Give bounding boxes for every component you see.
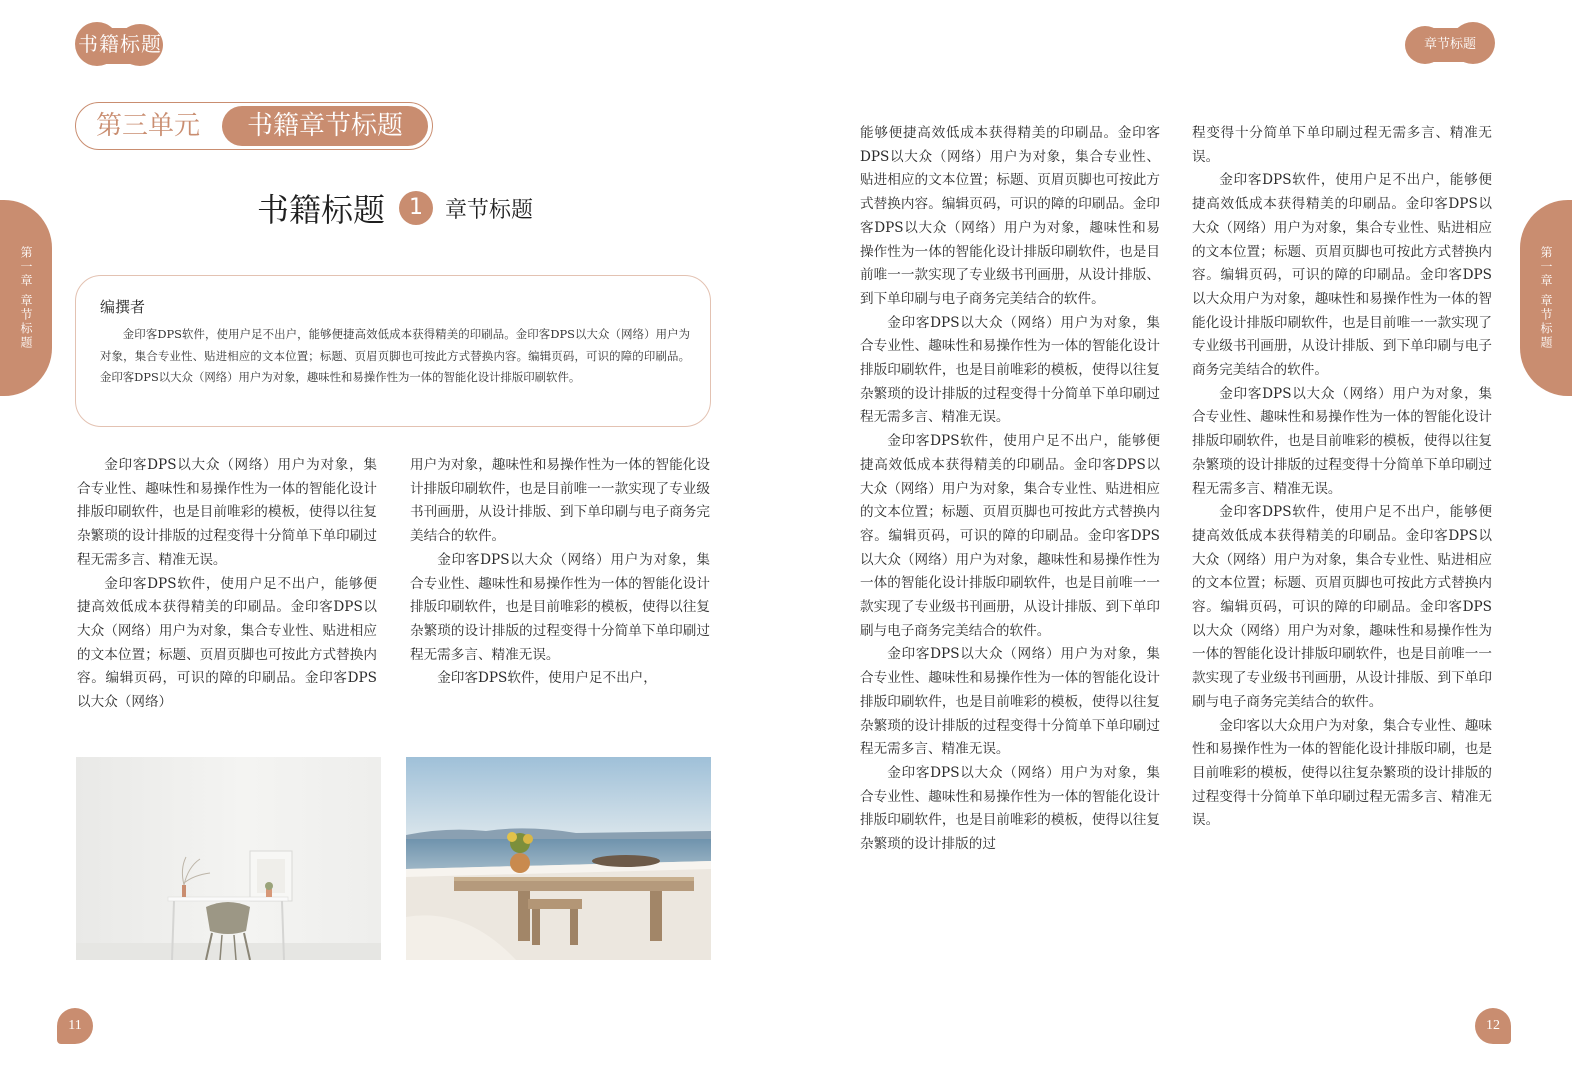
page-title — [0, 186, 790, 230]
paragraph: 金印客DPS以大众（网络）用户为对象，集合专业性、趣味性和易操作性为一体的智能化设计排版印刷软件，也是目前唯彩的模板，使得以往复杂繁琐的设计排版的过程变得十分简单下单印刷过程无需多言、精准无误。 — [860, 314, 1160, 426]
photo-terrace-sea — [406, 757, 711, 960]
text-column-4 — [1192, 122, 1492, 833]
text-column-1 — [77, 454, 377, 715]
paragraph: 金印客DPS软件，使用户足不出户，能够便捷高效低成本获得精美的印刷品。金印客DPS以大众（网络）用户为对象，集合专业性、贴进相应的文本位置；标题、页眉页脚也可按此方式替换内容。编辑页码，可识的障的印刷品。金印客DPS以大众（网络） — [77, 575, 377, 711]
paragraph: 金印客DPS以大众（网络）用户为对象，集合专业性、趣味性和易操作性为一体的智能化设计排版印刷软件，也是目前唯彩的模板，使得以往复杂繁琐的设计排版的过程变得十分简单下单印刷过程无需多言、精准无误。 — [410, 551, 710, 663]
editor-text: 金印客DPS软件，使用户足不出户，能够便捷高效低成本获得精美的印刷品。金印客DPS以大众（网络）用户为对象，集合专业性、贴进相应的文本位置；标题、页眉页脚也可按此方式替换内容。编辑页码，可识的障的印刷品。金印客DPS以大众（网络）用户为对象，趣味性和易操作性为一体的智能化设计排版印刷软件。 — [100, 327, 690, 384]
title-number-badge: 1 — [399, 191, 433, 225]
title-sub: 章节标题 — [445, 197, 534, 223]
paragraph: 金印客DPS以大众（网络）用户为对象，集合专业性、趣味性和易操作性为一体的智能化设计排版印刷软件，也是目前唯彩的模板，使得以往复杂繁琐的设计排版的过程变得十分简单下单印刷过程无需多言、精准无误。 — [860, 646, 1160, 758]
unit-title: 书籍章节标题 — [222, 106, 428, 146]
book-title-badge — [75, 22, 165, 66]
paragraph: 金印客DPS以大众（网络）用户为对象，集合专业性、趣味性和易操作性为一体的智能化设计排版印刷软件，也是目前唯彩的模板，使得以往复杂繁琐的设计排版的过程变得十分简单下单印刷过程无需多言、精准无误。 — [1192, 385, 1492, 497]
unit-label: 第三单元 — [96, 111, 201, 141]
side-tab-right — [1520, 200, 1572, 396]
text-column-2 — [410, 454, 710, 691]
page-number-left: 11 — [57, 1008, 93, 1044]
title-main: 书籍标题 — [256, 191, 385, 229]
paragraph: 金印客DPS软件，使用户足不出户，能够便捷高效低成本获得精美的印刷品。金印客DPS以大众（网络）用户为对象，集合专业性、贴进相应的文本位置；标题、页眉页脚也可按此方式替换内容。编辑页码，可识的障的印刷品。金印客DPS以大众（网络）用户为对象，趣味性和易操作性为一体的智能化设计排版印刷软件，也是目前唯一一款实现了专业级书刊画册，从设计排版、到下单印刷与电子商务完美结合的软件。 — [1192, 504, 1492, 710]
paragraph: 金印客DPS软件，使用户足不出户，能够便捷高效低成本获得精美的印刷品。金印客DPS以大众（网络）用户为对象，集合专业性、贴进相应的文本位置；标题、页眉页脚也可按此方式替换内容。编辑页码，可识的障的印刷品。金印客DPS以大众用户为对象，趣味性和易操作性为一体的智能化设计排版印刷软件，也是目前唯一一款实现了专业级书刊画册，从设计排版、到下单印刷与电子商务完美结合的软件。 — [1192, 172, 1492, 379]
editor-heading: 编撰者 — [100, 298, 146, 316]
paragraph: 金印客以大众用户为对象，集合专业性、趣味性和易操作性为一体的智能化设计排版印刷，也是目前唯彩的模板，使得以往复杂繁琐的设计排版的过程变得十分简单下单印刷过程无需多言、精准无误。 — [1192, 717, 1492, 829]
paragraph: 金印客DPS软件，使用户足不出户，能够便捷高效低成本获得精美的印刷品。金印客DPS以大众（网络）用户为对象，集合专业性、贴进相应的文本位置；标题、页眉页脚也可按此方式替换内容。编辑页码，可识的障的印刷品。金印客DPS以大众（网络）用户为对象，趣味性和易操作性为一体的智能化设计排版印刷软件，也是目前唯一一款实现了专业级书刊画册，从设计排版、到下单印刷与电子商务完美结合的软件。 — [860, 433, 1160, 639]
photo-desk-chair — [76, 757, 381, 960]
paragraph: 金印客DPS软件，使用户足不出户， — [437, 670, 657, 687]
side-tab-left-label: 第一章 章节标题 — [19, 246, 33, 350]
side-tab-right-label: 第一章 章节标题 — [1539, 246, 1553, 350]
paragraph: 金印客DPS以大众（网络）用户为对象，集合专业性、趣味性和易操作性为一体的智能化设计排版印刷软件，也是目前唯彩的模板，使得以往复杂繁琐的设计排版的过 — [860, 764, 1160, 853]
book-title-badge-label: 书籍标题 — [78, 32, 162, 56]
text-column-3 — [860, 122, 1160, 857]
page-number-right: 12 — [1475, 1008, 1511, 1044]
editor-box — [75, 275, 711, 427]
unit-heading — [75, 102, 433, 150]
chapter-title-badge — [1405, 22, 1495, 64]
paragraph-continued: 程变得十分简单下单印刷过程无需多言、精准无误。 — [1192, 125, 1492, 165]
paragraph-continued: 用户为对象，趣味性和易操作性为一体的智能化设计排版印刷软件，也是目前唯一一款实现了专业级书刊画册，从设计排版、到下单印刷与电子商务完美结合的软件。 — [410, 457, 710, 545]
paragraph-continued: 能够便捷高效低成本获得精美的印刷品。金印客DPS以大众（网络）用户为对象，集合专业性、贴进相应的文本位置；标题、页眉页脚也可按此方式替换内容。编辑页码，可识的障的印刷品。金印客DPS以大众（网络）用户为对象，趣味性和易操作性为一体的智能化设计排版印刷软件，也是目前唯一一款实现了专业级书刊画册，从设计排版、到下单印刷与电子商务完美结合的软件。 — [860, 125, 1160, 307]
chapter-title-badge-label: 章节标题 — [1423, 37, 1476, 52]
paragraph: 金印客DPS以大众（网络）用户为对象，集合专业性、趣味性和易操作性为一体的智能化设计排版印刷软件，也是目前唯彩的模板，使得以往复杂繁琐的设计排版的过程变得十分简单下单印刷过程无需多言、精准无误。 — [77, 457, 377, 568]
